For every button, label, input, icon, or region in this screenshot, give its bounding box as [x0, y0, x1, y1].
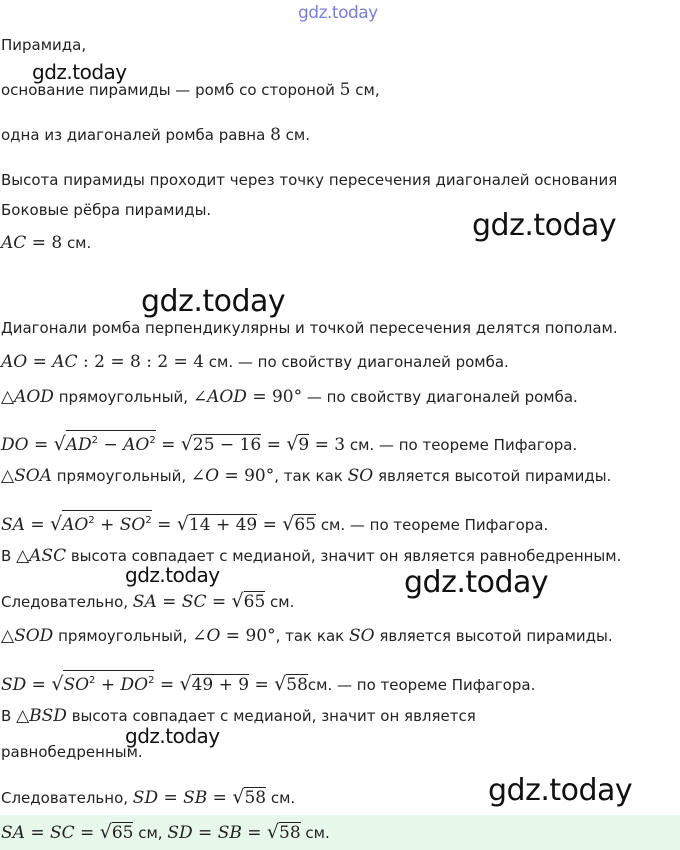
math: = 90°: [219, 466, 275, 486]
text: см.: [62, 234, 92, 252]
sqrt-symbol: √: [282, 513, 295, 535]
math: : 2 = 8 : 2 = 4: [77, 352, 205, 372]
text: см. — по теореме Пифагора.: [307, 676, 536, 694]
text: см.: [265, 593, 295, 611]
text: равнобедренным.: [1, 743, 143, 761]
number: 8: [270, 125, 281, 145]
math: SC: [50, 823, 75, 843]
text: В: [1, 547, 17, 565]
formula-line: [1, 352, 509, 372]
radicand: 58: [244, 788, 267, 808]
math: =: [192, 823, 218, 843]
text: Следовательно,: [1, 593, 133, 611]
math: AO: [1, 352, 28, 372]
angle-symbol: ∠: [192, 387, 208, 407]
math: SD: [132, 788, 159, 808]
math: AOD: [14, 387, 54, 407]
sqrt-symbol: √: [286, 433, 299, 455]
triangle-symbol: △: [1, 626, 15, 646]
radicand: [66, 430, 156, 454]
sqrt-symbol: √: [274, 673, 287, 695]
text: см,: [350, 81, 380, 99]
radicand: 9: [298, 435, 310, 455]
text: основание пирамиды — ромб со стороной: [1, 81, 340, 99]
exponent: 2: [149, 435, 156, 446]
text: см. — по свойству диагоналей ромба.: [204, 353, 509, 371]
radicand: 65: [294, 515, 317, 535]
sqrt-symbol: √: [51, 673, 64, 695]
math: =: [206, 592, 232, 612]
formula-line: [1, 787, 295, 808]
formula-line: [1, 233, 91, 253]
math: =: [24, 515, 50, 535]
radicand: 65: [111, 823, 134, 843]
math: = 3: [309, 435, 346, 455]
math: =: [28, 435, 54, 455]
math: DO: [1, 435, 29, 455]
text: см.: [280, 126, 310, 144]
math: −: [98, 435, 124, 455]
formula-line: [1, 466, 611, 486]
text: см. — по теореме Пифагора.: [316, 516, 549, 534]
math: +: [95, 675, 121, 695]
watermark: gdz.today: [472, 208, 617, 243]
exponent: 2: [145, 515, 152, 526]
math: =: [158, 788, 184, 808]
text: одна из диагоналей ромба равна: [1, 126, 271, 144]
math: SO: [348, 626, 375, 646]
math: =: [207, 788, 233, 808]
text-line: [1, 35, 86, 55]
sqrt-symbol: √: [266, 821, 279, 843]
text-line: [1, 742, 143, 762]
math: BSD: [29, 706, 67, 726]
radicand: 58: [279, 823, 301, 843]
sqrt-symbol: √: [179, 673, 192, 695]
sqrt-symbol: √: [53, 433, 66, 455]
math: AO: [123, 435, 150, 455]
sqrt-symbol: √: [50, 513, 63, 535]
math: DO: [120, 675, 149, 695]
math: =: [27, 352, 53, 372]
sqrt-symbol: √: [231, 590, 244, 612]
math: ASC: [29, 546, 67, 566]
angle-symbol: ∠: [192, 626, 207, 646]
sqrt-symbol: √: [232, 786, 245, 808]
math: =: [154, 675, 180, 695]
radicand: [63, 670, 154, 694]
sqrt-symbol: √: [180, 433, 193, 455]
math: SOD: [14, 626, 54, 646]
math: AC: [1, 233, 27, 253]
text: — по свойству диагоналей ромба.: [302, 388, 578, 406]
math: AOD: [207, 387, 247, 407]
text: является высотой пирамиды.: [373, 467, 612, 485]
formula-line: [1, 591, 294, 612]
radicand: 58: [286, 675, 308, 695]
formula-line: [1, 430, 577, 455]
sqrt-symbol: √: [176, 513, 189, 535]
text: Пирамида,: [1, 36, 87, 54]
exponent: 2: [89, 675, 96, 686]
math: AC: [52, 352, 78, 372]
text-line: [1, 200, 211, 220]
text: см. — по теореме Пифагора.: [345, 436, 578, 454]
math: SO: [119, 515, 146, 535]
radicand: 49 + 9: [191, 675, 250, 695]
math: = 8: [26, 233, 63, 253]
math: SC: [181, 592, 207, 612]
formula-line: [1, 387, 578, 407]
exponent: 2: [148, 675, 155, 686]
math: AD: [65, 435, 92, 455]
math: =: [257, 515, 283, 535]
text: прямоугольный,: [53, 388, 193, 406]
text: высота совпадает с медианой, значит он является равнобедренным.: [66, 547, 622, 565]
angle-symbol: ∠: [190, 466, 206, 486]
math: =: [261, 435, 287, 455]
radicand: 25 − 16: [192, 435, 262, 455]
watermark: gdz.today: [32, 60, 127, 84]
math: SO: [63, 675, 90, 695]
watermark: gdz.today: [141, 284, 286, 319]
exponent: 2: [88, 515, 95, 526]
triangle-symbol: △: [16, 546, 30, 566]
text-line: [1, 80, 380, 100]
text: Высота пирамиды проходит через точку пересечения диагоналей основания: [1, 171, 618, 189]
text: прямоугольный,: [53, 627, 193, 645]
math: =: [74, 823, 100, 843]
text-line: [1, 170, 617, 190]
sqrt-symbol: √: [99, 821, 112, 843]
math: =: [26, 675, 52, 695]
text: прямоугольный,: [51, 467, 191, 485]
math: = 90°: [220, 626, 276, 646]
exponent: 2: [91, 435, 99, 446]
text: , так как: [274, 467, 348, 485]
math: SA: [1, 515, 25, 535]
watermark: gdz.today: [125, 563, 220, 587]
formula-line: [1, 670, 535, 695]
math: SB: [183, 788, 208, 808]
radicand: 65: [243, 592, 266, 612]
math: O: [206, 626, 221, 646]
radicand: 14 + 49: [188, 515, 258, 535]
triangle-symbol: △: [1, 387, 15, 407]
math: =: [156, 592, 182, 612]
math: =: [24, 823, 50, 843]
text: , так как: [275, 627, 349, 645]
answer-line: [1, 822, 330, 843]
text: Следовательно,: [1, 789, 133, 807]
text-line: [1, 706, 476, 726]
text-line: [1, 546, 621, 566]
text: см,: [133, 824, 168, 842]
math: SO: [347, 466, 374, 486]
math: =: [249, 675, 275, 695]
triangle-symbol: △: [16, 706, 30, 726]
text-line: [1, 318, 618, 338]
triangle-symbol: △: [1, 466, 15, 486]
formula-line: [1, 510, 548, 535]
math: =: [241, 823, 267, 843]
text: см.: [300, 824, 330, 842]
math: = 90°: [246, 387, 303, 407]
watermark: gdz.today: [298, 3, 378, 23]
text: является высотой пирамиды.: [374, 627, 613, 645]
math: +: [94, 515, 120, 535]
formula-line: [1, 626, 613, 646]
text: В: [1, 707, 17, 725]
math: =: [151, 515, 177, 535]
math: SD: [167, 823, 193, 843]
watermark: gdz.today: [404, 565, 549, 600]
text: Боковые рёбра пирамиды.: [1, 201, 212, 219]
math: SD: [1, 675, 27, 695]
text-line: [1, 125, 310, 145]
math: =: [155, 435, 181, 455]
watermark: gdz.today: [488, 773, 633, 808]
math: SA: [1, 823, 25, 843]
math: AO: [62, 515, 89, 535]
radicand: [62, 510, 152, 534]
math: SB: [217, 823, 242, 843]
math: SOA: [14, 466, 52, 486]
watermark: gdz.today: [125, 724, 220, 748]
number: 5: [339, 80, 351, 100]
math: SA: [132, 592, 157, 612]
text: Диагонали ромба перпендикулярны и точкой пересечения делятся пополам.: [1, 319, 618, 337]
math: O: [205, 466, 220, 486]
text: см.: [266, 789, 296, 807]
text: высота совпадает с медианой, значит он является: [66, 707, 476, 725]
